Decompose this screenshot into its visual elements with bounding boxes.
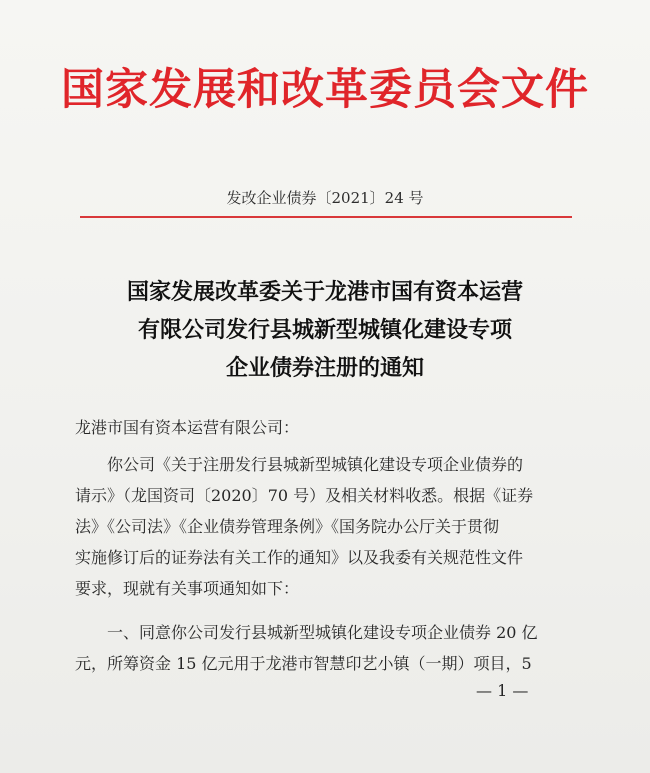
body-line: 请示》（龙国资司〔2020〕70 号）及相关材料收悉。根据《证券 <box>75 486 534 505</box>
notice-title <box>0 273 650 387</box>
body-text <box>75 449 580 679</box>
recipient-line: 龙港市国有资本运营有限公司： <box>75 418 300 437</box>
document-number: 发改企业债券〔2021〕24 号 <box>226 189 424 207</box>
issuer-title: 国家发展和改革委员会文件 <box>61 65 589 115</box>
body-line: 实施修订后的证券法有关工作的通知》以及我委有关规范性文件 <box>75 548 524 567</box>
red-divider-line <box>80 216 572 218</box>
body-line: 法》《公司法》《企业债券管理条例》《国务院办公厅关于贯彻 <box>75 517 500 536</box>
body-line: 元，所筹资金 15 亿元用于龙港市智慧印艺小镇（一期）项目，5 <box>75 654 532 673</box>
notice-title-line: 有限公司发行县城新型城镇化建设专项 <box>137 317 512 343</box>
notice-title-line: 企业债券注册的通知 <box>225 355 424 381</box>
notice-title-line: 国家发展改革委关于龙港市国有资本运营 <box>126 279 523 305</box>
paragraph-gap <box>75 604 580 617</box>
body-line: 要求，现就有关事项通知如下： <box>75 579 300 598</box>
body-line: 一、同意你公司发行县城新型城镇化建设专项企业债券 20 亿 <box>75 623 538 642</box>
page-number: — 1 — <box>476 681 529 700</box>
body-line: 你公司《关于注册发行县城新型城镇化建设专项企业债券的 <box>75 455 524 474</box>
